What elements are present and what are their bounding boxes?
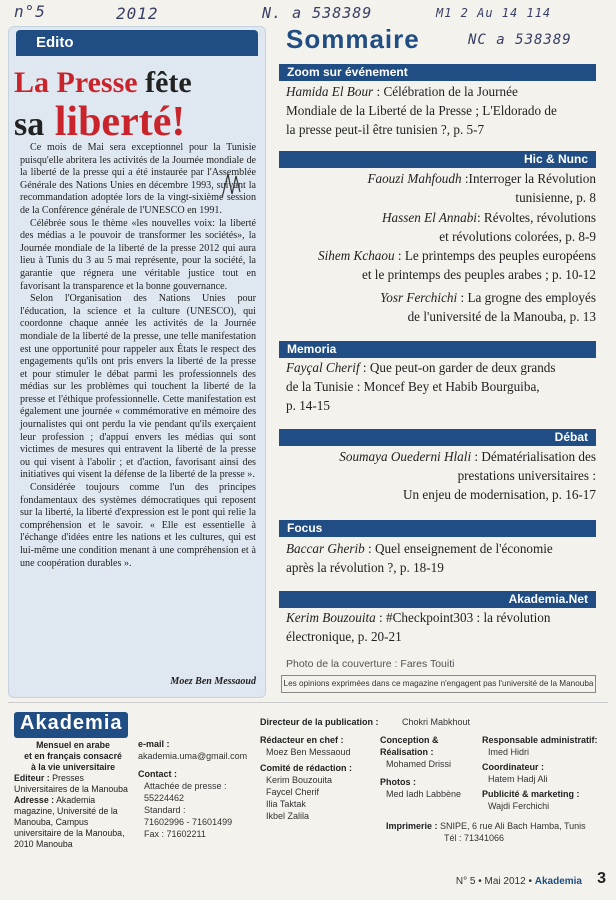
photos-value: Med Iadh Labbène bbox=[386, 789, 462, 799]
section-label: Zoom sur événement bbox=[287, 65, 408, 79]
toc-author: Kerim Bouzouita bbox=[286, 610, 376, 625]
photos-label: Photos : bbox=[380, 777, 416, 787]
pub-value: Wajdi Ferchichi bbox=[488, 801, 550, 811]
imprimerie-block bbox=[386, 820, 616, 844]
edito-paragraph: Selon l'Organisation des Nations Unies pour l'éducation, la science et la culture (UNESCO), qui coordonne chaque année les activités de la Journée mondiale de la liberté de la presse, une telle manifestation est une opportunité pour rappeler aux États le respect des engagements qu'ils ont pris envers la liberté de la presse et pour stimuler le débat parmi les professionnels des médias sur les problèmes qui touchent la liberté de la presse et l'éthique professionnelle. Cette manifestation est également une journée « commémorative en mémoire des journalistes qui ont perdu la vie pendant qu'ils exerçaient leur profession ; d'appui envers les médias qui sont victimes de mesures qui entravent la liberté de la presse ou qui visent à l'abolir ; et d'action, favorisant ainsi des initiatives qui visent la défense de la liberté de la presse ». bbox=[20, 293, 256, 481]
contact-label: Contact : bbox=[138, 769, 177, 779]
section-bar-zoom bbox=[279, 64, 596, 81]
toc-line: Mondiale de la Liberté de la Presse ; L'Eldorado de bbox=[286, 103, 557, 118]
standard-value: 71602996 - 71601499 bbox=[144, 817, 233, 827]
toc-author: Faouzi Mahfoudh bbox=[367, 171, 462, 186]
edito-paragraph: Célébrée sous le thème «les nouvelles voix: la liberté des médias a le pouvoir de transformer les sociétés», la Journée mondiale de la liberté de la presse 2012 qui aura lieu à Tunis du 3 au 5 mai représente, pour la société, la garantie que régnera une véritable justice tout en favorisant la transparence et la bonne gouvernance. bbox=[20, 217, 256, 292]
toc-line bbox=[286, 539, 596, 558]
directeur-value: Chokri Mabkhout bbox=[402, 717, 471, 727]
toc-title: : Le printemps des peuples européens bbox=[394, 248, 596, 263]
toc-line: la presse peut-il être tunisien ?, p. 5-7 bbox=[286, 122, 485, 137]
edito-tab bbox=[16, 30, 258, 56]
section-bar-memoria bbox=[279, 341, 596, 358]
edito-headline bbox=[14, 66, 260, 147]
coord-value: Hatem Hadj Ali bbox=[488, 774, 548, 784]
section-label: Focus bbox=[287, 521, 323, 535]
attachee-label: Attachée de presse : bbox=[144, 781, 227, 791]
toc-line bbox=[286, 447, 596, 466]
toc-line bbox=[286, 82, 596, 101]
edito-paragraph: Ce mois de Mai sera exceptionnel pour la Tunisie puisqu'elle abritera les activités de la Journée mondiale de la liberté de la presse qui a été instaurée par l'Assemblée Générale des Nations Unies en décembre 1993, suivant la recommandation adoptée lors de la vingt-sixième session de la Conférence générale de l'UNESCO en 1991. bbox=[20, 142, 256, 216]
toc-entry[interactable] bbox=[286, 169, 596, 207]
toc-entry[interactable] bbox=[286, 608, 596, 646]
redacteur-value: Moez Ben Messaoud bbox=[266, 747, 351, 757]
toc-entry[interactable] bbox=[286, 447, 596, 504]
editeur-value: Presses Universitaires de la Manouba bbox=[14, 773, 128, 794]
headline-fete: fête bbox=[145, 66, 192, 99]
toc-title: : La grogne des employés bbox=[457, 290, 596, 305]
editeur-label: Editeur : bbox=[14, 773, 50, 783]
photo-credit: Photo de la couverture : Fares Touiti bbox=[286, 658, 455, 670]
handwritten-year: 2012 bbox=[116, 4, 159, 23]
toc-line: de la Tunisie : Moncef Bey et Habib Bourguiba, bbox=[286, 379, 540, 394]
magazine-description bbox=[14, 740, 132, 850]
section-bar-debat bbox=[279, 429, 596, 446]
edito-body bbox=[20, 142, 256, 570]
imprimerie-value: SNIPE, 6 rue Ali Bach Hamba, Tunis bbox=[440, 821, 586, 831]
toc-line bbox=[286, 288, 596, 307]
toc-line: p. 14-15 bbox=[286, 398, 330, 413]
handwritten-ref3: NC a 538389 bbox=[468, 32, 572, 48]
toc-entry[interactable] bbox=[286, 208, 596, 246]
email-link[interactable]: akademia.uma@gmail.com bbox=[138, 751, 248, 761]
comite-member: Ilia Taktak bbox=[266, 799, 306, 809]
conception-label: Conception & Réalisation : bbox=[380, 735, 439, 757]
toc-title: : Quel enseignement de l'économie bbox=[364, 541, 553, 556]
adresse-label: Adresse : bbox=[14, 795, 55, 805]
fax-value: Fax : 71602211 bbox=[144, 829, 206, 839]
desc-line: et en français consacré bbox=[24, 751, 122, 761]
toc-author: Soumaya Ouederni Hlali bbox=[339, 449, 472, 464]
magazine-name: Akademia bbox=[534, 876, 582, 887]
section-label: Hic & Nunc bbox=[523, 152, 588, 166]
directeur-label: Directeur de la publication : bbox=[260, 717, 379, 727]
toc-line: après la révolution ?, p. 18-19 bbox=[286, 560, 444, 575]
toc-entry[interactable] bbox=[286, 288, 596, 326]
issue-info: N° 5 • Mai 2012 • bbox=[455, 876, 532, 887]
logo-text: Akademia bbox=[20, 712, 123, 734]
coord-label: Coordinateur : bbox=[482, 762, 544, 772]
toc-line bbox=[286, 208, 596, 227]
akademia-logo bbox=[14, 712, 128, 738]
conception-value: Mohamed Drissi bbox=[386, 759, 452, 769]
toc-title: : Que peut-on garder de deux grands bbox=[359, 360, 556, 375]
toc-author: Yosr Ferchichi bbox=[380, 290, 458, 305]
sommaire-title: Sommaire bbox=[286, 24, 420, 54]
comite-member: Faycel Cherif bbox=[266, 787, 320, 797]
standard-label: Standard : bbox=[144, 805, 186, 815]
section-bar-focus bbox=[279, 520, 596, 537]
toc-line bbox=[286, 358, 596, 377]
headline-sa: sa bbox=[14, 106, 45, 143]
comite-member: Kerim Bouzouita bbox=[266, 775, 333, 785]
tel-value: Tél : 71341066 bbox=[444, 833, 505, 843]
section-label: Débat bbox=[554, 430, 588, 444]
disclaimer-box: Les opinions exprimées dans ce magazine n'engagent pas l'université de la Manouba bbox=[281, 675, 596, 693]
toc-title: :Interroger la Révolution bbox=[461, 171, 596, 186]
resp-value: Imed Hidri bbox=[488, 747, 530, 757]
redaction-block bbox=[260, 734, 376, 822]
email-label: e-mail : bbox=[138, 739, 170, 749]
toc-author: Hassen El Annabi bbox=[381, 210, 477, 225]
toc-line: et le printemps des peuples arabes ; p. 10-12 bbox=[361, 267, 596, 282]
adresse-value: Akademia magazine, Université de la Manouba, Campus universitaire de la Manouba, 2010 Manouba bbox=[14, 795, 125, 849]
imprimerie-label: Imprimerie : bbox=[386, 821, 438, 831]
toc-line: de l'université de la Manouba, p. 13 bbox=[407, 309, 596, 324]
handwritten-issue: n°5 bbox=[14, 2, 46, 21]
toc-entry[interactable] bbox=[286, 82, 596, 139]
toc-line bbox=[286, 169, 596, 188]
toc-title: : Célébration de la Journée bbox=[373, 84, 518, 99]
toc-title: : Révoltes, révolutions bbox=[476, 210, 596, 225]
toc-line: Un enjeu de modernisation, p. 16-17 bbox=[402, 487, 596, 502]
comite-label: Comité de rédaction : bbox=[260, 763, 353, 773]
pen-scribble-mark bbox=[218, 168, 248, 202]
handwritten-ref2: M1 2 Au 14 114 bbox=[436, 6, 552, 20]
attachee-value: 55224462 bbox=[144, 793, 185, 803]
toc-line: électronique, p. 20-21 bbox=[286, 629, 402, 644]
resp-label: Responsable administratif: bbox=[482, 735, 598, 745]
conception-block bbox=[380, 734, 480, 800]
handwritten-ref1: N. a 538389 bbox=[262, 4, 373, 22]
comite-member: Ikbel Zalila bbox=[266, 811, 310, 821]
section-label: Akademia.Net bbox=[508, 592, 588, 606]
issue-line bbox=[456, 876, 582, 887]
edito-paragraph: Considérée toujours comme l'un des principes fondamentaux des systèmes démocratiques qui reposent sur la liberté, la liberté d'expression est le pont qui relie la compréhension et le savoir. « Elle est essentielle à l'échange d'idées entre les nations et les cultures, qui est lui-même une condition menant à une compréhension et à une coopération durables ». bbox=[20, 482, 256, 569]
headline-la-presse: La Presse bbox=[14, 66, 138, 99]
toc-line: et révolutions colorées, p. 8-9 bbox=[439, 229, 596, 244]
desc-line: à la vie universitaire bbox=[30, 762, 116, 772]
contact-block bbox=[138, 738, 258, 840]
footer-divider bbox=[8, 702, 608, 703]
section-label: Memoria bbox=[287, 342, 337, 356]
toc-line: tunisienne, p. 8 bbox=[515, 190, 596, 205]
redacteur-label: Rédacteur en chef : bbox=[260, 735, 344, 745]
desc-line: Mensuel en arabe bbox=[36, 740, 110, 750]
toc-title: : Dématérialisation des bbox=[471, 449, 596, 464]
toc-author: Fayçal Cherif bbox=[286, 360, 360, 375]
toc-line bbox=[286, 246, 596, 265]
page-number: 3 bbox=[597, 870, 606, 887]
section-bar-hic-nunc bbox=[279, 151, 596, 168]
admin-block bbox=[482, 734, 610, 812]
toc-title: : #Checkpoint303 : la révolution bbox=[375, 610, 551, 625]
toc-line: prestations universitaires : bbox=[457, 468, 596, 483]
toc-entry[interactable] bbox=[286, 539, 596, 577]
toc-entry[interactable] bbox=[286, 358, 596, 415]
toc-author: Baccar Gherib bbox=[286, 541, 365, 556]
headline-liberte: liberté! bbox=[54, 99, 186, 145]
edito-tab-label: Edito bbox=[36, 34, 74, 51]
toc-author: Hamida El Bour bbox=[286, 84, 374, 99]
edito-signature: Moez Ben Messaoud bbox=[170, 676, 256, 687]
toc-entry[interactable] bbox=[286, 246, 596, 284]
section-bar-akademia-net bbox=[279, 591, 596, 608]
toc-author: Sihem Kchaou bbox=[318, 248, 395, 263]
pub-label: Publicité & marketing : bbox=[482, 789, 580, 799]
toc-line bbox=[286, 608, 596, 627]
